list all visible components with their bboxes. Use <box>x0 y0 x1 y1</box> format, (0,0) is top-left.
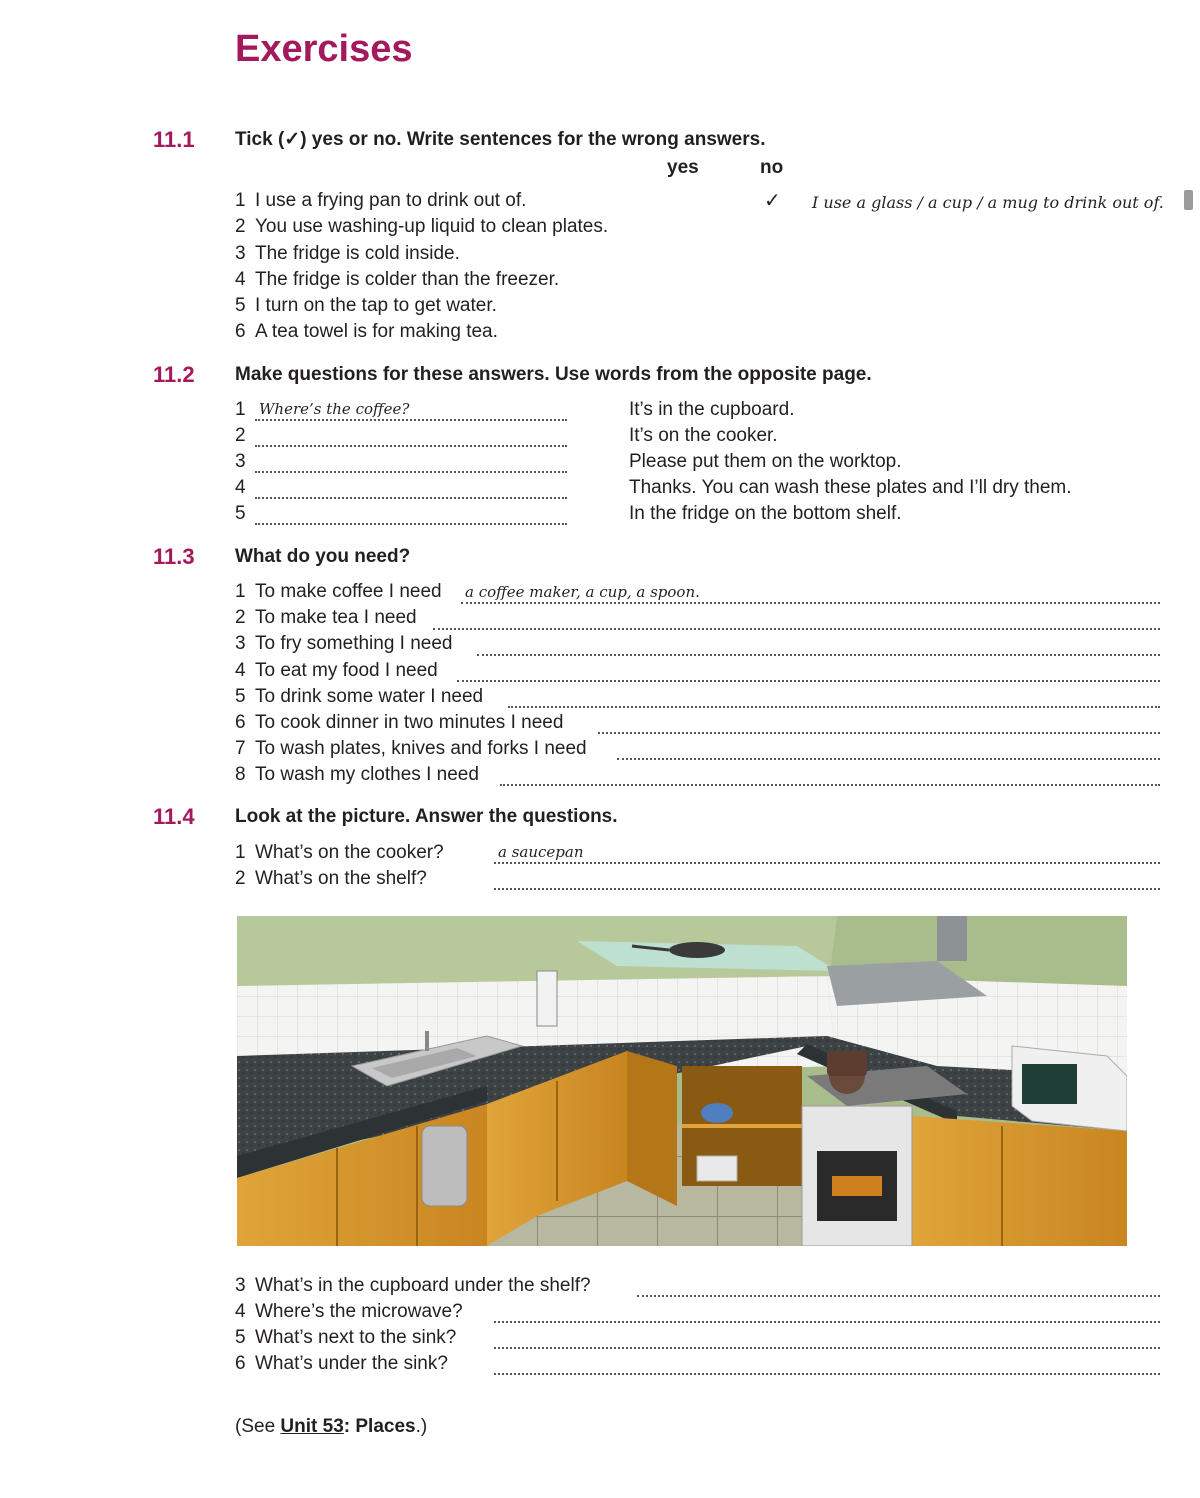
given-answer: Thanks. You can wash these plates and I’ll dry them. <box>629 477 1072 498</box>
statement-text: I turn on the tap to get water. <box>255 295 497 316</box>
exercise-instruction-11-2: Make questions for these answers. Use words from the opposite page. <box>235 364 872 385</box>
list-item: 2 You use washing-up liquid to clean plates. <box>235 216 609 237</box>
prompt-text: To make coffee I need <box>255 581 442 602</box>
handwritten-answer: a coffee maker, a cup, a spoon. <box>465 583 700 601</box>
answer-line[interactable] <box>500 758 1160 786</box>
exercise-instruction-11-4: Look at the picture. Answer the questions. <box>235 806 618 827</box>
given-answer: In the fridge on the bottom shelf. <box>629 503 902 524</box>
list-item: 2 To make tea I need <box>235 607 417 628</box>
kitchen-illustration <box>237 916 1127 1246</box>
unit-53-link[interactable]: Unit 53 <box>280 1416 344 1437</box>
answer-line[interactable] <box>457 654 1160 682</box>
exercise-instruction-11-1: Tick (✓) yes or no. Write sentences for the wrong answers. <box>235 129 766 150</box>
given-answer: It’s in the cupboard. <box>629 399 795 420</box>
answer-line[interactable] <box>494 862 1160 890</box>
statement-text: The fridge is cold inside. <box>255 243 460 264</box>
list-item: 6 To cook dinner in two minutes I need <box>235 712 564 733</box>
list-item: 1 What’s on the cooker? <box>235 842 444 863</box>
list-item-number: 5 <box>235 503 246 524</box>
given-answer: It’s on the cooker. <box>629 425 778 446</box>
page-title: Exercises <box>235 28 413 70</box>
answer-line[interactable] <box>255 497 567 525</box>
list-item: 2 What’s on the shelf? <box>235 868 427 889</box>
exercise-number-11-2: 11.2 <box>153 362 195 387</box>
exercise-number-11-4: 11.4 <box>153 804 195 829</box>
prompt-text: To wash plates, knives and forks I need <box>255 738 587 759</box>
list-item: 5 What’s next to the sink? <box>235 1327 457 1348</box>
question-text: What’s in the cupboard under the shelf? <box>255 1275 591 1296</box>
list-item: 3 The fridge is cold inside. <box>235 243 460 264</box>
answer-line[interactable] <box>617 732 1160 760</box>
answer-line[interactable] <box>494 836 1160 864</box>
list-item: 8 To wash my clothes I need <box>235 764 479 785</box>
list-item-number: 3 <box>235 451 246 472</box>
list-item-number: 2 <box>235 425 246 446</box>
list-item: 5 To drink some water I need <box>235 686 484 707</box>
answer-line[interactable] <box>494 1347 1160 1375</box>
list-item: 5 I turn on the tap to get water. <box>235 295 497 316</box>
question-text: Where’s the microwave? <box>255 1301 463 1322</box>
question-text: What’s on the shelf? <box>255 868 427 889</box>
tick-mark: ✓ <box>764 190 781 212</box>
statement-text: I use a frying pan to drink out of. <box>255 190 527 211</box>
scrollbar-thumb[interactable] <box>1184 190 1193 210</box>
question-text: What’s on the cooker? <box>255 842 444 863</box>
list-item: 1 To make coffee I need <box>235 581 442 602</box>
answer-line[interactable] <box>255 471 567 499</box>
exercise-number-11-1: 11.1 <box>153 127 195 152</box>
yes-column-header: yes <box>667 157 699 178</box>
answer-line[interactable] <box>494 1295 1160 1323</box>
list-item-number: 1 <box>235 399 246 420</box>
question-text: What’s under the sink? <box>255 1353 448 1374</box>
exercise-number-11-3: 11.3 <box>153 544 195 569</box>
answer-line[interactable] <box>508 680 1160 708</box>
answer-line[interactable] <box>255 393 567 421</box>
list-item: 7 To wash plates, knives and forks I need <box>235 738 587 759</box>
list-item: 6 What’s under the sink? <box>235 1353 448 1374</box>
list-item-number: 4 <box>235 477 246 498</box>
answer-line[interactable] <box>461 576 1160 604</box>
list-item: 3 What’s in the cupboard under the shelf? <box>235 1275 591 1296</box>
answer-line[interactable] <box>494 1321 1160 1349</box>
list-item: 4 To eat my food I need <box>235 660 438 681</box>
handwritten-answer: Where’s the coffee? <box>259 400 410 418</box>
exercise-instruction-11-3: What do you need? <box>235 546 411 567</box>
answer-line[interactable] <box>598 706 1160 734</box>
prompt-text: To fry something I need <box>255 633 453 654</box>
statement-text: A tea towel is for making tea. <box>255 321 498 342</box>
prompt-text: To drink some water I need <box>255 686 484 707</box>
answer-line[interactable] <box>433 602 1160 630</box>
answer-line[interactable] <box>255 419 567 447</box>
answer-line[interactable] <box>255 445 567 473</box>
answer-line[interactable] <box>637 1269 1160 1297</box>
prompt-text: To make tea I need <box>255 607 417 628</box>
prompt-text: To eat my food I need <box>255 660 438 681</box>
no-column-header: no <box>760 157 784 178</box>
prompt-text: To cook dinner in two minutes I need <box>255 712 564 733</box>
handwritten-answer: a saucepan <box>498 843 584 861</box>
list-item: 6 A tea towel is for making tea. <box>235 321 498 342</box>
handwritten-answer: I use a glass / a cup / a mug to drink out of. <box>812 193 1164 212</box>
prompt-text: To wash my clothes I need <box>255 764 479 785</box>
see-also-note: (See Unit 53: Places.) <box>235 1416 428 1437</box>
list-item: 4 Where’s the microwave? <box>235 1301 463 1322</box>
given-answer: Please put them on the worktop. <box>629 451 902 472</box>
list-item: 1 I use a frying pan to drink out of. <box>235 190 527 211</box>
list-item: 4 The fridge is colder than the freezer. <box>235 269 560 290</box>
answer-line[interactable] <box>477 628 1160 656</box>
statement-text: The fridge is colder than the freezer. <box>255 269 560 290</box>
question-text: What’s next to the sink? <box>255 1327 457 1348</box>
list-item: 3 To fry something I need <box>235 633 453 654</box>
statement-text: You use washing-up liquid to clean plates. <box>255 216 609 237</box>
